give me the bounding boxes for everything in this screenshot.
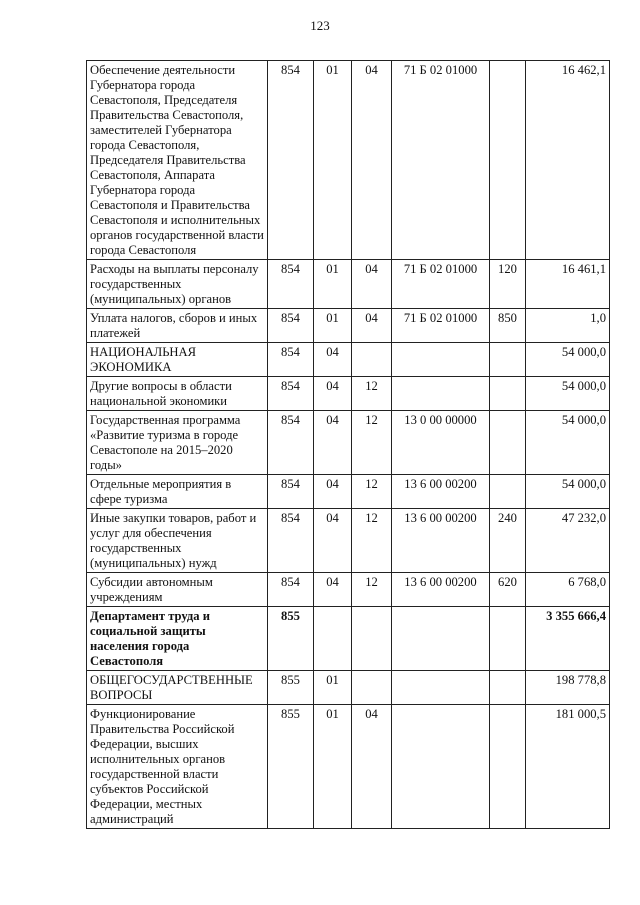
subsection-cell: 12 bbox=[352, 377, 392, 411]
target-article-cell: 71 Б 02 01000 bbox=[392, 61, 490, 260]
subsection-cell bbox=[352, 343, 392, 377]
expense-type-cell: 620 bbox=[490, 573, 526, 607]
subsection-cell bbox=[352, 671, 392, 705]
table-row bbox=[87, 705, 610, 829]
amount-cell: 16 462,1 bbox=[526, 61, 610, 260]
subsection-cell bbox=[352, 607, 392, 671]
expense-type-cell bbox=[490, 411, 526, 475]
name-cell: ОБЩЕГОСУДАРСТВЕННЫЕ ВОПРОСЫ bbox=[87, 671, 268, 705]
target-article-cell: 13 6 00 00200 bbox=[392, 573, 490, 607]
page-number: 123 bbox=[310, 18, 330, 33]
budget-table-body bbox=[87, 61, 610, 829]
subsection-cell: 12 bbox=[352, 475, 392, 509]
grbs-cell: 855 bbox=[268, 705, 314, 829]
subsection-cell: 12 bbox=[352, 509, 392, 573]
grbs-cell: 855 bbox=[268, 671, 314, 705]
amount-cell: 1,0 bbox=[526, 309, 610, 343]
name-cell: Государственная программа «Развитие туризма в городе Севастополе на 2015–2020 годы» bbox=[87, 411, 268, 475]
table-row bbox=[87, 260, 610, 309]
subsection-cell: 04 bbox=[352, 309, 392, 343]
expense-type-cell bbox=[490, 607, 526, 671]
section-cell: 04 bbox=[314, 509, 352, 573]
expense-type-cell bbox=[490, 377, 526, 411]
table-row bbox=[87, 509, 610, 573]
amount-cell: 6 768,0 bbox=[526, 573, 610, 607]
target-article-cell: 71 Б 02 01000 bbox=[392, 260, 490, 309]
section-cell: 01 bbox=[314, 260, 352, 309]
name-cell: Субсидии автономным учреждениям bbox=[87, 573, 268, 607]
grbs-cell: 854 bbox=[268, 61, 314, 260]
grbs-cell: 854 bbox=[268, 475, 314, 509]
subsection-cell: 12 bbox=[352, 411, 392, 475]
amount-cell: 198 778,8 bbox=[526, 671, 610, 705]
expense-type-cell bbox=[490, 671, 526, 705]
target-article-cell bbox=[392, 705, 490, 829]
table-row bbox=[87, 377, 610, 411]
name-cell: Уплата налогов, сборов и иных платежей bbox=[87, 309, 268, 343]
section-cell: 04 bbox=[314, 475, 352, 509]
grbs-cell: 854 bbox=[268, 309, 314, 343]
subsection-cell: 12 bbox=[352, 573, 392, 607]
name-cell: Обеспечение деятельности Губернатора города Севастополя, Председателя Правительства Севастополя, заместителей Губернатора города Севастополя, Председателя Правительства Севастополя, Аппарата Губернатора города Севастополя и Правительства Севастополя и исполнительных органов государственной власти города Севастополя bbox=[87, 61, 268, 260]
grbs-cell: 854 bbox=[268, 377, 314, 411]
expense-type-cell bbox=[490, 705, 526, 829]
grbs-cell: 854 bbox=[268, 411, 314, 475]
target-article-cell bbox=[392, 607, 490, 671]
table-row bbox=[87, 475, 610, 509]
target-article-cell bbox=[392, 343, 490, 377]
section-cell: 04 bbox=[314, 343, 352, 377]
amount-cell: 47 232,0 bbox=[526, 509, 610, 573]
table-row bbox=[87, 411, 610, 475]
target-article-cell bbox=[392, 671, 490, 705]
table-row bbox=[87, 309, 610, 343]
name-cell: Иные закупки товаров, работ и услуг для обеспечения государственных (муниципальных) нужд bbox=[87, 509, 268, 573]
name-cell: Другие вопросы в области национальной экономики bbox=[87, 377, 268, 411]
section-cell: 01 bbox=[314, 61, 352, 260]
table-row bbox=[87, 61, 610, 260]
name-cell: Функционирование Правительства Российской Федерации, высших исполнительных органов государственной власти субъектов Российской Федерации, местных администраций bbox=[87, 705, 268, 829]
name-cell: НАЦИОНАЛЬНАЯ ЭКОНОМИКА bbox=[87, 343, 268, 377]
amount-cell: 54 000,0 bbox=[526, 411, 610, 475]
section-cell: 04 bbox=[314, 411, 352, 475]
expense-type-cell bbox=[490, 61, 526, 260]
section-cell: 01 bbox=[314, 705, 352, 829]
grbs-cell: 854 bbox=[268, 343, 314, 377]
grbs-cell: 854 bbox=[268, 509, 314, 573]
amount-cell: 54 000,0 bbox=[526, 475, 610, 509]
amount-cell: 54 000,0 bbox=[526, 343, 610, 377]
amount-cell: 54 000,0 bbox=[526, 377, 610, 411]
amount-cell: 181 000,5 bbox=[526, 705, 610, 829]
section-cell: 01 bbox=[314, 309, 352, 343]
amount-cell: 16 461,1 bbox=[526, 260, 610, 309]
subsection-cell: 04 bbox=[352, 705, 392, 829]
expense-type-cell: 120 bbox=[490, 260, 526, 309]
table-row bbox=[87, 343, 610, 377]
name-cell: Расходы на выплаты персоналу государственных (муниципальных) органов bbox=[87, 260, 268, 309]
amount-cell: 3 355 666,4 bbox=[526, 607, 610, 671]
expense-type-cell: 850 bbox=[490, 309, 526, 343]
section-cell: 04 bbox=[314, 573, 352, 607]
target-article-cell: 13 0 00 00000 bbox=[392, 411, 490, 475]
expense-type-cell bbox=[490, 343, 526, 377]
section-cell: 04 bbox=[314, 377, 352, 411]
expense-type-cell: 240 bbox=[490, 509, 526, 573]
table-row bbox=[87, 671, 610, 705]
target-article-cell: 13 6 00 00200 bbox=[392, 475, 490, 509]
name-cell: Отдельные мероприятия в сфере туризма bbox=[87, 475, 268, 509]
expense-type-cell bbox=[490, 475, 526, 509]
grbs-cell: 855 bbox=[268, 607, 314, 671]
grbs-cell: 854 bbox=[268, 260, 314, 309]
subsection-cell: 04 bbox=[352, 260, 392, 309]
subsection-cell: 04 bbox=[352, 61, 392, 260]
target-article-cell bbox=[392, 377, 490, 411]
section-cell bbox=[314, 607, 352, 671]
table-row bbox=[87, 573, 610, 607]
grbs-cell: 854 bbox=[268, 573, 314, 607]
target-article-cell: 13 6 00 00200 bbox=[392, 509, 490, 573]
section-cell: 01 bbox=[314, 671, 352, 705]
table-row bbox=[87, 607, 610, 671]
name-cell: Департамент труда и социальной защиты населения города Севастополя bbox=[87, 607, 268, 671]
budget-table bbox=[86, 60, 610, 829]
target-article-cell: 71 Б 02 01000 bbox=[392, 309, 490, 343]
